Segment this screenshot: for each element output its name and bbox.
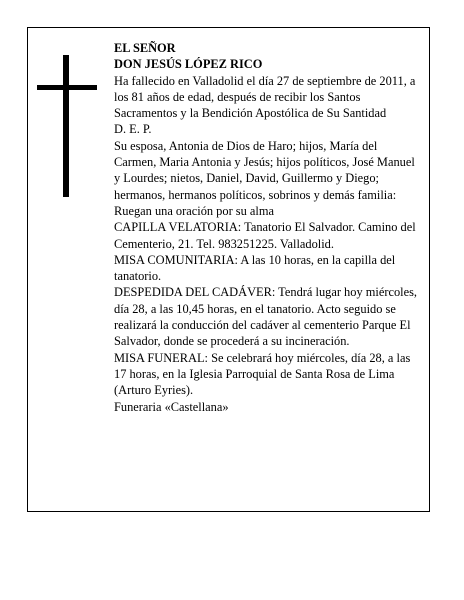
cross-vertical-bar <box>63 55 69 197</box>
obituary-text <box>114 40 420 415</box>
cross-icon <box>37 55 97 197</box>
heading-name: DON JESÚS LÓPEZ RICO <box>114 57 263 72</box>
farewell-info: DESPEDIDA DEL CADÁVER: Tendrá lugar hoy miércoles, día 28, a las 10,45 horas, en el tanatorio. Acto seguido se realizará la conducción del cadáver al cementerio Parque El Salvador, donde se procederá a su incineración. <box>114 285 418 349</box>
chapel-info: CAPILLA VELATORIA: Tanatorio El Salvador. Camino del Cementerio, 21. Tel. 983251225. Valladolid. <box>114 220 416 251</box>
funeral-mass-info: MISA FUNERAL: Se celebrará hoy miércoles, día 28, a las 17 horas, en la Iglesia Parroquial de Santa Rosa de Lima (Arturo Eyries). <box>114 350 411 398</box>
family-paragraph: Su esposa, Antonia de Dios de Haro; hijos, María del Carmen, Maria Antonia y Jesús; hijos políticos, José Manuel y Lourdes; nietos, Daniel, David, Guillermo y Diego; hermanos, hermanos políticos, sobrinos y demás familia: <box>114 138 415 202</box>
rip-line: D. E. P. <box>114 122 152 137</box>
cross-horizontal-bar <box>37 85 97 90</box>
heading-title: EL SEÑOR <box>114 41 176 55</box>
funeral-home: Funeraria «Castellana» <box>114 399 229 414</box>
community-mass-info: MISA COMUNITARIA: A las 10 horas, en la capilla del tanatorio. <box>114 252 396 284</box>
death-announcement: Ha fallecido en Valladolid el día 27 de septiembre de 2011, a los 81 años de edad, después de recibir los Santos Sacramentos y la Bendición Apostólica de Su Santidad <box>114 73 416 121</box>
prayer-request: Ruegan una oración por su alma <box>114 203 274 218</box>
